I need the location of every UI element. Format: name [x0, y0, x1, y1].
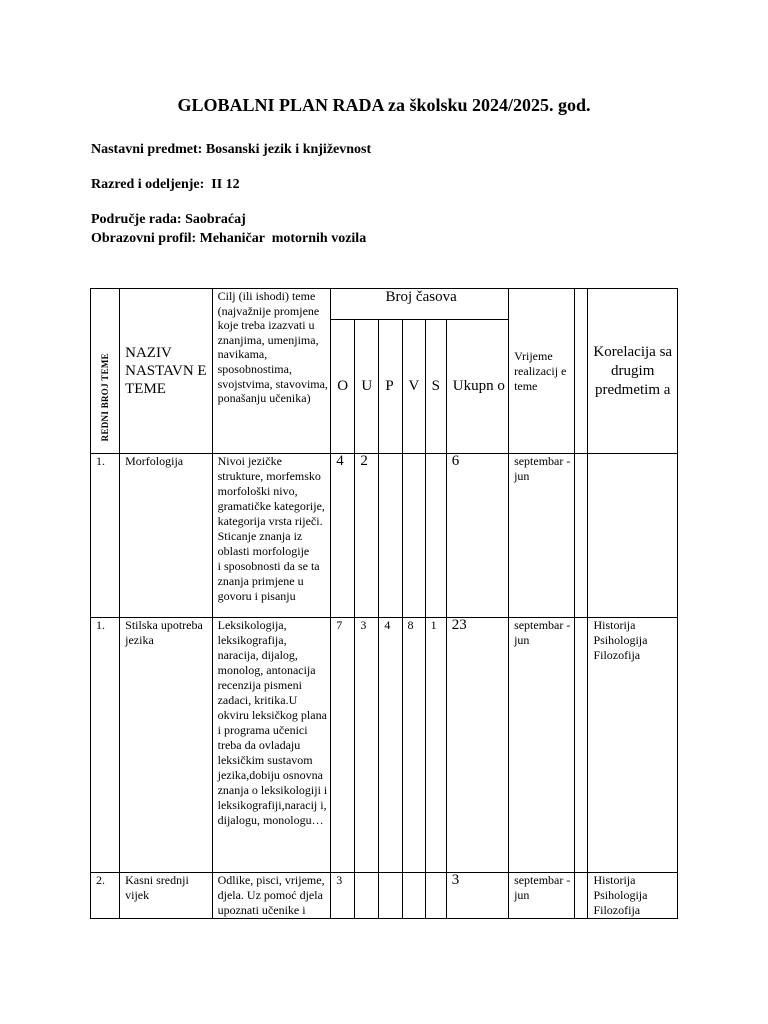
profile-line: Obrazovni profil: Mehaničar motornih vozila: [91, 231, 367, 246]
field-line: Područje rada: Saobraćaj: [91, 212, 246, 227]
header-cilj: Cilj (ili ishodi) teme (najvažnije promjene koje treba izazvati u znanjima, umenjima, navikama, sposobnostima, svojstvima, stavovima, ponašanju učenika): [212, 289, 331, 454]
row-correlation: Historija Psihologija Filozofija: [588, 618, 678, 873]
header-row-1: [91, 289, 678, 320]
row-o: 4: [331, 454, 355, 618]
row-s: [425, 454, 446, 618]
header-redni-broj-label: REDNI BROJ TEME: [99, 352, 110, 441]
row-p: [379, 873, 402, 919]
row-u: 3: [355, 618, 379, 873]
header-vrijeme: Vrijeme realizacij e teme: [509, 289, 575, 454]
row-time: septembar - jun: [509, 618, 575, 873]
row-time: septembar - jun: [509, 454, 575, 618]
header-u: U: [355, 320, 379, 454]
row-u: [355, 873, 379, 919]
row-s: 1: [425, 618, 446, 873]
row-topic: Morfologija: [120, 454, 212, 618]
row-o: 7: [331, 618, 355, 873]
row-p: 4: [379, 618, 402, 873]
row-u: 2: [355, 454, 379, 618]
table-row: [91, 873, 678, 919]
table-row: [91, 454, 678, 618]
row-v: [402, 454, 425, 618]
row-o: 3: [331, 873, 355, 919]
row-v: [402, 873, 425, 919]
header-naziv: NAZIV NASTAVN E TEME: [120, 289, 212, 454]
row-empty: [575, 454, 588, 618]
row-time: septembar - jun: [509, 873, 575, 919]
row-empty: [575, 873, 588, 919]
header-o: O: [331, 320, 355, 454]
plan-table: [90, 288, 678, 919]
row-goal: Leksikologija, leksikografija, naracija, dijalog, monolog, antonacija recenzija pismeni zadaci, kritika.U okviru leksičkog plana i programa učenici treba da ovladaju leksičkim sustavom jezika,dobiju osnovna znanja o leksikologiji i leksikografiji,naracij i, dijalogu, monologu…: [212, 618, 331, 873]
row-number: 1.: [91, 618, 120, 873]
table-row: [91, 618, 678, 873]
row-s: [425, 873, 446, 919]
header-korelacija: Korelacija sa drugim predmetim a: [588, 289, 678, 454]
header-v: V: [402, 320, 425, 454]
row-number: 2.: [91, 873, 120, 919]
header-s: S: [425, 320, 446, 454]
subject-line: Nastavni predmet: Bosanski jezik i književnost: [91, 142, 372, 157]
row-total: 6: [446, 454, 508, 618]
header-broj-casova: Broj časova: [331, 289, 509, 320]
row-correlation: [588, 454, 678, 618]
page-title: GLOBALNI PLAN RADA za školsku 2024/2025. god.: [177, 95, 591, 115]
header-redni-broj: [91, 289, 120, 454]
row-goal: Nivoi jezičke strukture, morfemsko morfološki nivo, gramatičke kategorije, kategorija vrsta riječi. Sticanje znanja iz oblasti morfologije i sposobnosti da se ta znanja primjene u govoru i pisanju: [212, 454, 331, 618]
header-ukupno: Ukupn o: [446, 320, 508, 454]
header-empty-col: [575, 289, 588, 454]
row-total: 23: [446, 618, 508, 873]
row-total: 3: [446, 873, 508, 919]
row-correlation: Historija Psihologija Filozofija: [588, 873, 678, 919]
class-line: Razred i odeljenje: II 12: [91, 177, 240, 192]
row-p: [379, 454, 402, 618]
row-goal: Odlike, pisci, vrijeme, djela. Uz pomoć djela upoznati učenike i: [212, 873, 331, 919]
row-v: 8: [402, 618, 425, 873]
row-empty: [575, 618, 588, 873]
row-number: 1.: [91, 454, 120, 618]
row-topic: Kasni srednji vijek: [120, 873, 212, 919]
header-p: P: [379, 320, 402, 454]
row-topic: Stilska upotreba jezika: [120, 618, 212, 873]
